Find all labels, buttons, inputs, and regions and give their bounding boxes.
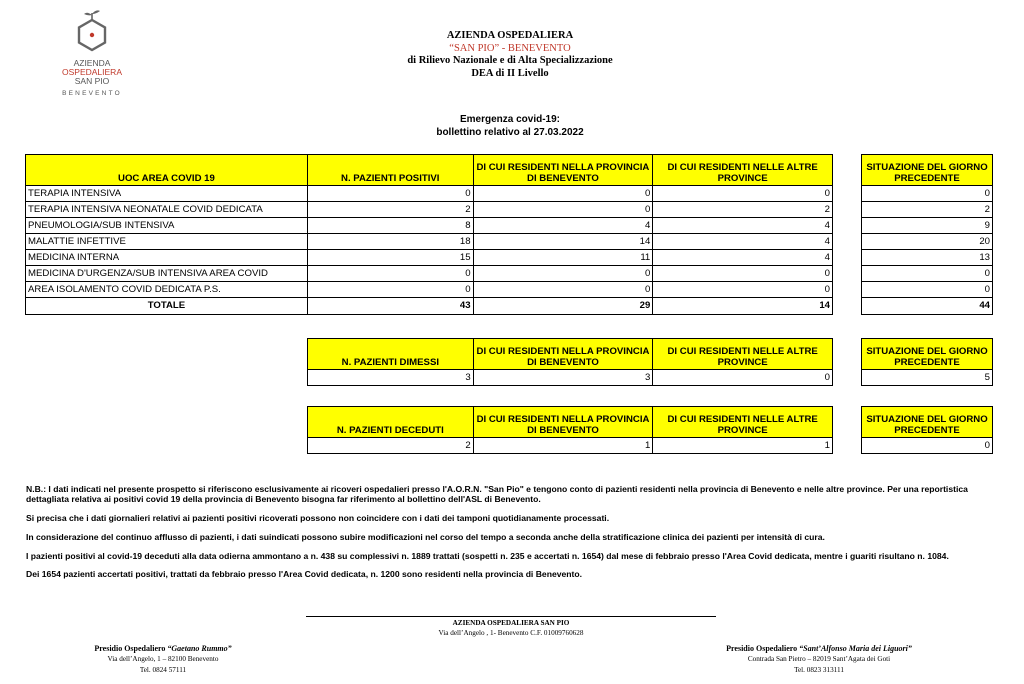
header-uoc: UOC AREA COVID 19	[26, 155, 308, 186]
footer-azienda: AZIENDA OSPEDALIERA SAN PIO	[452, 619, 570, 627]
row-positivi: 18	[307, 234, 473, 250]
header-azienda: AZIENDA OSPEDALIERA	[446, 30, 574, 41]
row-positivi: 15	[307, 250, 473, 266]
header-dea: DEA di II Livello	[471, 67, 549, 79]
row-name: TERAPIA INTENSIVA NEONATALE COVID DEDICATA	[26, 202, 308, 218]
row-bn: 14	[473, 234, 653, 250]
note-residenti: Dei 1654 pazienti accertati positivi, trattati da febbraio presso l'Area Covid dedicata, n. 1200 sono residenti nella provincia di Benevento.	[26, 569, 583, 580]
row-name: MEDICINA INTERNA	[26, 250, 308, 266]
dimessi-totale: 3	[308, 370, 474, 386]
header-dimessi: N. PAZIENTI DIMESSI	[308, 339, 474, 370]
row-bn: 11	[473, 250, 653, 266]
row-positivi: 0	[307, 266, 473, 282]
header-altre-province: DI CUI RESIDENTI NELLE ALTRE PROVINCE	[653, 407, 833, 438]
table-row	[862, 218, 993, 234]
footer-rummo-prefix: Presidio Ospedaliero	[94, 644, 168, 653]
header-residenti-bn: DI CUI RESIDENTI NELLA PROVINCIA DI BENEVENTO	[473, 339, 653, 370]
footer-rummo-address: Via dell’Angelo, 1 – 82100 Benevento	[107, 655, 219, 663]
document-header	[300, 30, 720, 80]
header-altre-province: DI CUI RESIDENTI NELLE ALTRE PROVINCE	[653, 155, 833, 186]
header-altre-province: DI CUI RESIDENTI NELLE ALTRE PROVINCE	[653, 339, 833, 370]
header-rilievo: di Rilievo Nazionale e di Alta Specializzazione	[407, 55, 613, 66]
row-bn: 0	[473, 186, 653, 202]
positivi-prev-table	[861, 154, 993, 315]
bulletin-title-line1: Emergenza covid-19:	[459, 114, 561, 125]
footer-center	[306, 619, 716, 638]
totale-row	[26, 298, 833, 315]
hospital-logo	[52, 8, 132, 108]
row-name: MALATTIE INFETTIVE	[26, 234, 308, 250]
row-altre: 0	[653, 282, 833, 298]
row-bn: 0	[473, 266, 653, 282]
row-bn: 4	[473, 218, 653, 234]
logo-text-sanpio: SAN PIO	[74, 76, 110, 86]
footer-liguori-name: “Sant’Alfonso Maria dei Liguori”	[799, 644, 912, 653]
table-row	[26, 186, 833, 202]
deceduti-bn: 1	[473, 438, 653, 454]
note-afflusso: In considerazione del continuo afflusso di pazienti, i dati suindicati possono subire modificazioni nel corso del tempo a seconda anche della stratificazione clinica dei pazienti per intensità di cura.	[26, 531, 825, 542]
table-row	[862, 266, 993, 282]
prev-totale: 44	[862, 298, 993, 315]
row-name: PNEUMOLOGIA/SUB INTENSIVA	[26, 218, 308, 234]
footer-rummo-tel: Tel. 0824 57111	[139, 666, 187, 674]
prev-value: 13	[862, 250, 993, 266]
table-row	[26, 218, 833, 234]
table-row	[862, 186, 993, 202]
row-altre: 4	[653, 218, 833, 234]
positivi-table	[25, 154, 833, 315]
table-row	[862, 250, 993, 266]
footer-liguori	[704, 643, 934, 676]
note-tamponi: Si precisa che i dati giornalieri relativi ai pazienti positivi ricoverati possono non coincidere con i dati dei tamponi quotidianamente processati.	[26, 513, 610, 524]
totale-row	[862, 298, 993, 315]
header-residenti-bn: DI CUI RESIDENTI NELLA PROVINCIA DI BENEVENTO	[473, 407, 653, 438]
table-row	[862, 282, 993, 298]
deceduti-prev-table	[861, 406, 993, 454]
bulletin-date: bollettino relativo al 27.03.2022	[436, 126, 584, 138]
prev-value: 0	[862, 282, 993, 298]
logo-text-benevento: BENEVENTO	[62, 90, 122, 97]
totale-bn: 29	[473, 298, 653, 315]
header-positivi: N. PAZIENTI POSITIVI	[307, 155, 473, 186]
header-giorno-precedente: SITUAZIONE DEL GIORNO PRECEDENTE	[862, 407, 993, 438]
dimessi-prev-table	[861, 338, 993, 386]
table-row	[862, 202, 993, 218]
row-positivi: 0	[307, 186, 473, 202]
table-row	[26, 282, 833, 298]
row-positivi: 0	[307, 282, 473, 298]
header-residenti-bn: DI CUI RESIDENTI NELLA PROVINCIA DI BENEVENTO	[473, 155, 653, 186]
dimessi-table	[307, 338, 833, 386]
table-row	[862, 234, 993, 250]
logo-text-azienda: AZIENDA	[73, 58, 111, 68]
table-row	[26, 250, 833, 266]
row-altre: 0	[653, 186, 833, 202]
table-row	[308, 370, 833, 386]
prev-value: 0	[862, 266, 993, 282]
row-positivi: 8	[307, 218, 473, 234]
deceduti-prev: 0	[862, 438, 993, 454]
deceduti-altre: 1	[653, 438, 833, 454]
prev-value: 9	[862, 218, 993, 234]
table-row	[862, 370, 993, 386]
hospital-logo-icon	[72, 8, 112, 54]
prev-value: 20	[862, 234, 993, 250]
row-name: MEDICINA D'URGENZA/SUB INTENSIVA AREA COVID	[26, 266, 308, 282]
dimessi-altre: 0	[653, 370, 833, 386]
prev-value: 2	[862, 202, 993, 218]
footer-rummo	[48, 643, 278, 676]
table-header-row	[26, 155, 833, 186]
row-positivi: 2	[307, 202, 473, 218]
row-name: TERAPIA INTENSIVA	[26, 186, 308, 202]
bulletin-title	[320, 114, 700, 139]
totale-positivi: 43	[307, 298, 473, 315]
row-altre: 2	[653, 202, 833, 218]
table-row	[862, 438, 993, 454]
note-deceduti: I pazienti positivi al covid-19 deceduti alla data odierna ammontano a n. 438 su complessivi n. 1889 trattati (sospetti n. 235 e accertati n. 1654) dal mese di febbraio presso l'Area Covid dedicata, mentre i guariti risultano n. 1084.	[26, 550, 949, 561]
row-bn: 0	[473, 282, 653, 298]
totale-label: TOTALE	[26, 298, 308, 315]
row-name: AREA ISOLAMENTO COVID DEDICATA P.S.	[26, 282, 308, 298]
table-row	[26, 266, 833, 282]
row-altre: 4	[653, 250, 833, 266]
header-giorno-precedente: SITUAZIONE DEL GIORNO PRECEDENTE	[862, 155, 993, 186]
footer-divider	[306, 616, 716, 617]
dimessi-bn: 3	[473, 370, 653, 386]
header-giorno-precedente: SITUAZIONE DEL GIORNO PRECEDENTE	[862, 339, 993, 370]
totale-altre: 14	[653, 298, 833, 315]
notes-section	[26, 484, 1006, 588]
footer-liguori-tel: Tel. 0823 313111	[794, 666, 844, 674]
row-altre: 0	[653, 266, 833, 282]
row-altre: 4	[653, 234, 833, 250]
deceduti-table	[307, 406, 833, 454]
table-row	[308, 438, 833, 454]
header-deceduti: N. PAZIENTI DECEDUTI	[308, 407, 474, 438]
footer-address: Via dell’Angelo , 1- Benevento C.F. 01009760628	[438, 628, 584, 637]
deceduti-totale: 2	[308, 438, 474, 454]
dimessi-prev: 5	[862, 370, 993, 386]
header-sanpio: “SAN PIO” - BENEVENTO	[449, 42, 571, 54]
footer-liguori-address: Contrada San Pietro – 82019 Sant’Agata dei Goti	[747, 655, 891, 663]
footer-liguori-prefix: Presidio Ospedaliero	[726, 644, 800, 653]
logo-text-ospedaliera: OSPEDALIERA	[62, 67, 122, 77]
footer-rummo-name: “Gaetano Rummo”	[167, 644, 232, 653]
table-row	[26, 202, 833, 218]
prev-value: 0	[862, 186, 993, 202]
note-nb: N.B.: I dati indicati nel presente prospetto si riferiscono esclusivamente ai ricoveri ospedalieri presso l'A.O.R.N. "San Pio" e tengono conto di pazienti residenti nella provincia di Benevento e nelle altre province. Per una reportistica dettagliata relativa ai positivi covid 19 della provincia di Benevento bisogna far riferimento al bollettino dell'ASL di Benevento.	[26, 484, 968, 505]
table-row	[26, 234, 833, 250]
row-bn: 0	[473, 202, 653, 218]
